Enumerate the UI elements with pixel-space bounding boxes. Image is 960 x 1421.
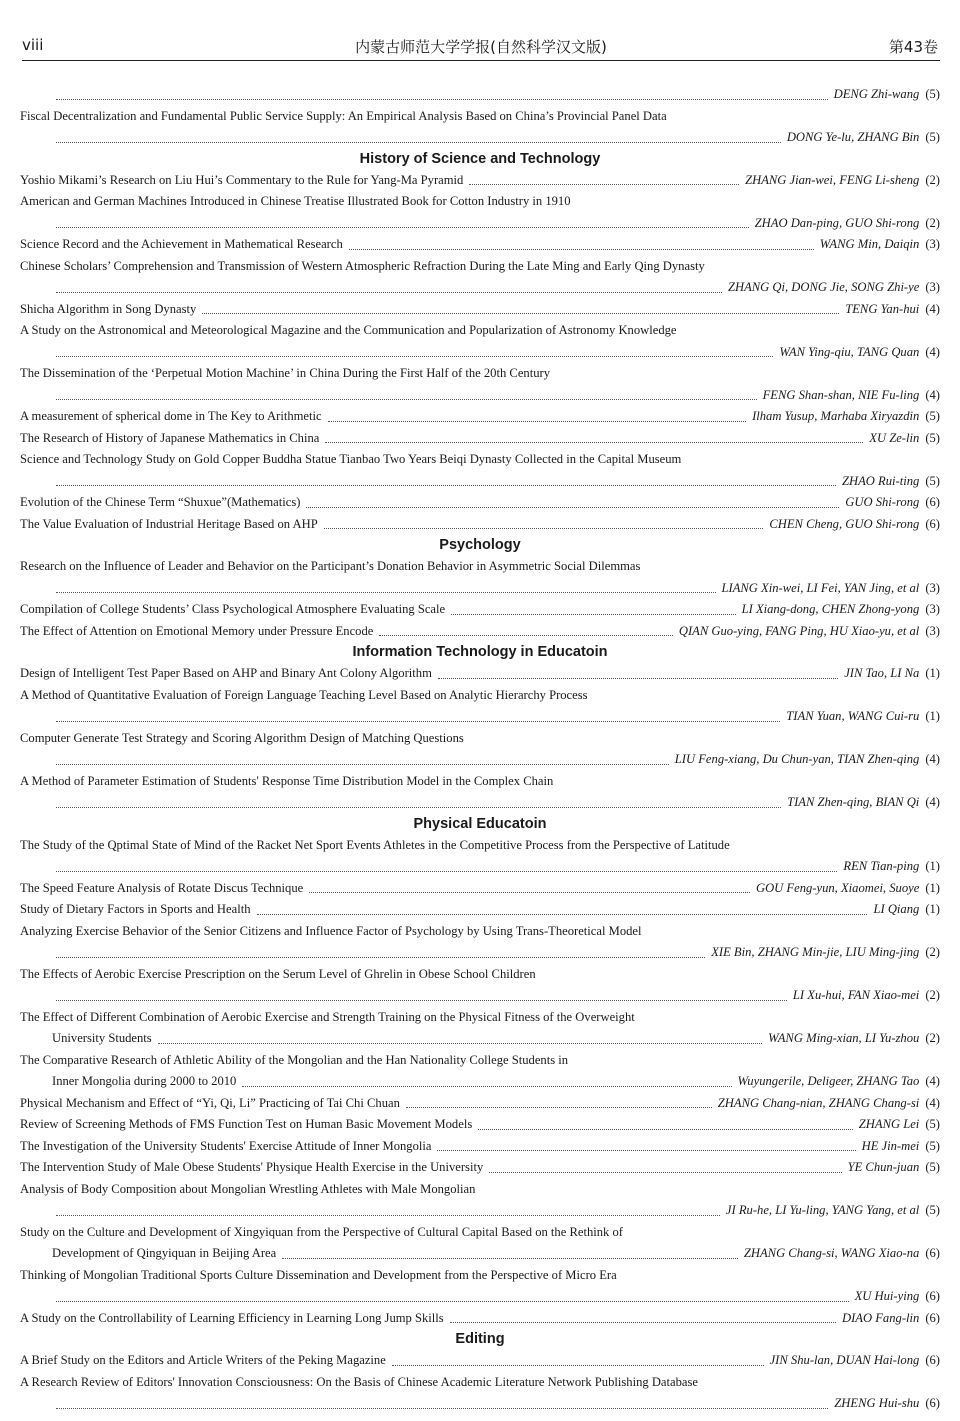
issue-number: (2) bbox=[925, 1031, 940, 1045]
article-title: Study of Dietary Factors in Sports and Health bbox=[20, 902, 251, 916]
toc-entry bbox=[20, 127, 940, 149]
article-title: The Comparative Research of Athletic Ability of the Mongolian and the Han Nationality College Students in bbox=[20, 1052, 569, 1067]
authors: WAN Ying-qiu, TANG Quan bbox=[779, 344, 920, 359]
dot-leader bbox=[56, 277, 722, 299]
dot-leader bbox=[406, 1093, 712, 1115]
dot-leader bbox=[56, 1393, 828, 1415]
issue-number: (2) bbox=[925, 945, 940, 959]
article-title: University Students bbox=[52, 1031, 152, 1045]
dot-leader bbox=[257, 899, 868, 921]
dot-leader bbox=[309, 878, 750, 900]
authors: LIU Feng-xiang, Du Chun-yan, TIAN Zhen-qing bbox=[674, 752, 920, 766]
issue-number: (5) bbox=[925, 1138, 940, 1153]
article-title: Chinese Scholars’ Comprehension and Transmission of Western Atmospheric Refraction During the Late Ming and Early Qing Dynasty bbox=[20, 258, 705, 273]
dot-leader bbox=[438, 663, 838, 685]
issue-number: (4) bbox=[925, 301, 940, 316]
toc-entry bbox=[20, 749, 940, 771]
article-title: The Effects of Aerobic Exercise Prescription on the Serum Level of Ghrelin in Obese School Children bbox=[20, 966, 536, 981]
toc-entry-title-line bbox=[20, 191, 940, 213]
section-heading: History of Science and Technology bbox=[359, 150, 601, 167]
dot-leader bbox=[379, 621, 673, 643]
issue-number: (1) bbox=[925, 880, 940, 895]
article-title: A Method of Parameter Estimation of Students' Response Time Distribution Model in the Complex Chain bbox=[20, 773, 554, 788]
article-title: A Brief Study on the Editors and Article Writers of the Peking Magazine bbox=[20, 1353, 386, 1367]
article-title: The Speed Feature Analysis of Rotate Discus Technique bbox=[20, 880, 304, 895]
toc-entry bbox=[20, 1157, 940, 1179]
authors: WANG Min, Daiqin bbox=[819, 237, 920, 251]
toc-entry bbox=[20, 1308, 940, 1330]
article-title: Evolution of the Chinese Term “Shuxue”(Mathematics) bbox=[20, 495, 301, 509]
issue-number: (4) bbox=[925, 387, 940, 402]
article-title: Yoshio Mikami’s Research on Liu Hui’s Commentary to the Rule for Yang-Ma Pyramid bbox=[20, 172, 464, 187]
article-title: Computer Generate Test Strategy and Scoring Algorithm Design of Matching Questions bbox=[20, 730, 464, 745]
toc-entry-title-line bbox=[20, 106, 940, 128]
article-title: The Intervention Study of Male Obese Students' Physique Health Exercise in the University bbox=[20, 1160, 484, 1174]
article-title: The Effect of Different Combination of Aerobic Exercise and Strength Training on the Physical Fitness of the Overweight bbox=[20, 1009, 635, 1024]
article-title: Thinking of Mongolian Traditional Sports Culture Dissemination and Development from the Perspective of Micro Era bbox=[20, 1267, 617, 1282]
toc-entry-title-line bbox=[20, 1372, 940, 1394]
toc-entry bbox=[20, 706, 940, 728]
article-title: Development of Qingyiquan in Beijing Area bbox=[52, 1246, 277, 1260]
toc-entry bbox=[20, 578, 940, 600]
authors: FENG Shan-shan, NIE Fu-ling bbox=[762, 387, 920, 402]
issue-number: (6) bbox=[925, 1310, 940, 1325]
toc-entry-title-line bbox=[20, 1007, 940, 1029]
toc-entry-title-line bbox=[20, 1050, 940, 1072]
issue-number: (4) bbox=[925, 795, 940, 809]
authors: DONG Ye-lu, ZHANG Bin bbox=[786, 130, 920, 144]
article-title: American and German Machines Introduced in Chinese Treatise Illustrated Book for Cotton Industry in 1910 bbox=[20, 194, 571, 208]
authors: CHEN Cheng, GUO Shi-rong bbox=[769, 516, 920, 531]
issue-number: (1) bbox=[925, 709, 940, 723]
article-title: The Research of History of Japanese Mathematics in China bbox=[20, 430, 320, 445]
authors: LI Qiang bbox=[873, 902, 920, 916]
dot-leader bbox=[56, 706, 780, 728]
toc-entry-title-line bbox=[20, 556, 940, 578]
dot-leader bbox=[306, 492, 839, 514]
authors: JIN Shu-lan, DUAN Hai-long bbox=[769, 1353, 920, 1367]
authors: ZHAO Rui-ting bbox=[842, 473, 920, 488]
dot-leader bbox=[56, 213, 749, 235]
dot-leader bbox=[324, 514, 764, 536]
issue-number: (6) bbox=[925, 1289, 940, 1303]
dot-leader bbox=[325, 428, 863, 450]
toc-entry bbox=[20, 663, 940, 685]
issue-number: (1) bbox=[925, 902, 940, 916]
issue-number: (5) bbox=[925, 1117, 940, 1131]
article-title: Analyzing Exercise Behavior of the Senior Citizens and Influence Factor of Psychology by Using Trans-Theoretical Model bbox=[20, 923, 642, 938]
authors: XIE Bin, ZHANG Min-jie, LIU Ming-jing bbox=[711, 945, 920, 959]
toc-entry bbox=[20, 342, 940, 364]
toc-entry bbox=[20, 428, 940, 450]
dot-leader bbox=[437, 1136, 855, 1158]
issue-number: (6) bbox=[925, 495, 940, 509]
toc-entry bbox=[20, 1028, 940, 1050]
toc-entry bbox=[20, 1393, 940, 1415]
article-title: A Method of Quantitative Evaluation of Foreign Language Teaching Level Based on Analytic Hierarchy Process bbox=[20, 687, 588, 702]
toc-entry bbox=[20, 878, 940, 900]
authors: YE Chun-juan bbox=[847, 1160, 920, 1174]
authors: ZHANG Lei bbox=[858, 1117, 920, 1131]
issue-number: (1) bbox=[925, 666, 940, 680]
article-title: Compilation of College Students’ Class Psychological Atmosphere Evaluating Scale bbox=[20, 602, 446, 616]
authors: JI Ru-he, LI Yu-ling, YANG Yang, et al bbox=[725, 1203, 920, 1217]
authors: ZHANG Chang-nian, ZHANG Chang-si bbox=[717, 1095, 920, 1110]
dot-leader bbox=[202, 299, 839, 321]
toc-entry bbox=[20, 1071, 940, 1093]
dot-leader bbox=[56, 342, 773, 364]
dot-leader bbox=[158, 1028, 762, 1050]
article-title: A Research Review of Editors' Innovation Consciousness: On the Basis of Chinese Academic Literature Network Publishing Database bbox=[20, 1374, 698, 1389]
dot-leader bbox=[56, 856, 837, 878]
authors: HE Jin-mei bbox=[861, 1138, 920, 1153]
authors: DIAO Fang-lin bbox=[842, 1310, 920, 1325]
issue-number: (3) bbox=[925, 602, 940, 616]
issue-number: (3) bbox=[925, 237, 940, 251]
authors: GUO Shi-rong bbox=[845, 495, 920, 509]
toc-entry bbox=[20, 985, 940, 1007]
issue-number: (5) bbox=[925, 473, 940, 488]
toc-entry-title-line bbox=[20, 685, 940, 707]
article-title: Review of Screening Methods of FMS Function Test on Human Basic Movement Models bbox=[20, 1117, 473, 1131]
authors: TIAN Yuan, WANG Cui-ru bbox=[786, 709, 920, 723]
dot-leader bbox=[469, 170, 739, 192]
toc-entry bbox=[20, 1286, 940, 1308]
dot-leader bbox=[56, 749, 669, 771]
toc-entry bbox=[20, 1136, 940, 1158]
toc-entry bbox=[20, 170, 940, 192]
toc-entry bbox=[20, 492, 940, 514]
dot-leader bbox=[56, 942, 705, 964]
toc-entry-title-line bbox=[20, 449, 940, 471]
toc-entry-title-line bbox=[20, 256, 940, 278]
dot-leader bbox=[450, 1308, 836, 1330]
issue-number: (6) bbox=[925, 1246, 940, 1260]
article-title: The Effect of Attention on Emotional Memory under Pressure Encode bbox=[20, 623, 374, 638]
toc-entry-title-line bbox=[20, 921, 940, 943]
authors: ZHAO Dan-ping, GUO Shi-rong bbox=[754, 215, 920, 230]
article-title: The Study of the Qptimal State of Mind of the Racket Net Sport Events Athletes in the Competitive Process from the Perspective of Latitude bbox=[20, 837, 730, 852]
toc-entry bbox=[20, 1243, 940, 1265]
dot-leader bbox=[56, 578, 716, 600]
toc-entry bbox=[20, 234, 940, 256]
dot-leader bbox=[56, 385, 757, 407]
authors: ZHANG Jian-wei, FENG Li-sheng bbox=[745, 172, 920, 187]
toc-entry bbox=[20, 899, 940, 921]
issue-number: (2) bbox=[925, 172, 940, 187]
dot-leader bbox=[451, 599, 736, 621]
toc-entry-title-line bbox=[20, 1179, 940, 1201]
article-title: Fiscal Decentralization and Fundamental Public Service Supply: An Empirical Analysis Based on China’s Provincial Panel Data bbox=[20, 108, 667, 123]
authors: Wuyungerile, Deligeer, ZHANG Tao bbox=[737, 1074, 920, 1088]
issue-number: (5) bbox=[925, 430, 940, 445]
dot-leader bbox=[56, 1200, 720, 1222]
article-title: The Value Evaluation of Industrial Heritage Based on AHP bbox=[20, 516, 318, 531]
article-title: Physical Mechanism and Effect of “Yi, Qi, Li” Practicing of Tai Chi Chuan bbox=[20, 1095, 400, 1110]
issue-number: (4) bbox=[925, 752, 940, 766]
authors: ZHANG Chang-si, WANG Xiao-na bbox=[743, 1246, 920, 1260]
page-header bbox=[22, 34, 940, 61]
toc-entry bbox=[20, 1114, 940, 1136]
authors: DENG Zhi-wang bbox=[833, 87, 920, 101]
issue-number: (6) bbox=[925, 516, 940, 531]
dot-leader bbox=[478, 1114, 853, 1136]
article-title: A measurement of spherical dome in The Key to Arithmetic bbox=[20, 409, 322, 423]
issue-number: (5) bbox=[925, 87, 940, 101]
toc-entry bbox=[20, 213, 940, 235]
toc-entry bbox=[20, 406, 940, 428]
dot-leader bbox=[56, 985, 787, 1007]
authors: GOU Feng-yun, Xiaomei, Suoye bbox=[755, 880, 920, 895]
article-title: A Study on the Controllability of Learning Efficiency in Learning Long Jump Skills bbox=[20, 1310, 444, 1325]
toc-entry bbox=[20, 385, 940, 407]
toc-entry bbox=[20, 621, 940, 643]
issue-number: (1) bbox=[925, 859, 940, 873]
toc-entry bbox=[20, 299, 940, 321]
article-title: Analysis of Body Composition about Mongolian Wrestling Athletes with Male Mongolian bbox=[20, 1181, 476, 1196]
table-of-contents bbox=[20, 84, 940, 1415]
toc-entry bbox=[20, 277, 940, 299]
toc-entry bbox=[20, 1093, 940, 1115]
issue-number: (5) bbox=[925, 130, 940, 144]
authors: XU Hui-ying bbox=[854, 1289, 920, 1303]
issue-number: (5) bbox=[925, 409, 940, 423]
dot-leader bbox=[56, 127, 781, 149]
toc-entry bbox=[20, 856, 940, 878]
toc-entry bbox=[20, 1350, 940, 1372]
article-title: Design of Intelligent Test Paper Based on AHP and Binary Ant Colony Algorithm bbox=[20, 666, 432, 680]
authors: JIN Tao, LI Na bbox=[844, 666, 920, 680]
toc-entry-title-line bbox=[20, 728, 940, 750]
article-title: Science and Technology Study on Gold Copper Buddha Statue Tianbao Two Years Beiqi Dynasty Collected in the Capital Museum bbox=[20, 452, 682, 466]
issue-number: (3) bbox=[925, 580, 940, 595]
toc-entry-title-line bbox=[20, 320, 940, 342]
authors: ZHANG Qi, DONG Jie, SONG Zhi-ye bbox=[727, 280, 920, 294]
issue-number: (3) bbox=[925, 623, 940, 638]
authors: ZHENG Hui-shu bbox=[834, 1396, 920, 1410]
issue-number: (6) bbox=[925, 1396, 940, 1410]
authors: LIANG Xin-wei, LI Fei, YAN Jing, et al bbox=[721, 580, 920, 595]
dot-leader bbox=[349, 234, 814, 256]
authors: LI Xu-hui, FAN Xiao-mei bbox=[792, 988, 920, 1002]
section-heading: Editing bbox=[455, 1331, 505, 1347]
authors: REN Tian-ping bbox=[843, 859, 920, 873]
volume-label: 第43卷 bbox=[888, 38, 938, 56]
authors: WANG Ming-xian, LI Yu-zhou bbox=[768, 1031, 920, 1045]
article-title: Study on the Culture and Development of Xingyiquan from the Perspective of Cultural Capital Based on the Rethink of bbox=[20, 1224, 623, 1239]
dot-leader bbox=[56, 1286, 849, 1308]
toc-entry-title-line bbox=[20, 1265, 940, 1287]
article-title: Research on the Influence of Leader and Behavior on the Participant’s Donation Behavior in Asymmetric Social Dilemmas bbox=[20, 559, 641, 573]
section-heading: Physical Educatoin bbox=[413, 815, 547, 832]
authors: TIAN Zhen-qing, BIAN Qi bbox=[787, 795, 920, 809]
issue-number: (2) bbox=[925, 988, 940, 1002]
authors: Ilham Yusup, Marhaba Xiryazdin bbox=[752, 409, 920, 423]
toc-entry bbox=[20, 792, 940, 814]
dot-leader bbox=[56, 792, 781, 814]
issue-number: (4) bbox=[925, 1095, 940, 1110]
article-title: The Dissemination of the ‘Perpetual Motion Machine’ in China During the First Half of the 20th Century bbox=[20, 366, 551, 380]
article-title: The Investigation of the University Students' Exercise Attitude of Inner Mongolia bbox=[20, 1138, 432, 1153]
toc-entry bbox=[20, 942, 940, 964]
dot-leader bbox=[56, 471, 836, 493]
authors: LI Xiang-dong, CHEN Zhong-yong bbox=[741, 602, 920, 616]
issue-number: (3) bbox=[925, 280, 940, 294]
issue-number: (5) bbox=[925, 1160, 940, 1174]
issue-number: (5) bbox=[925, 1203, 940, 1217]
article-title: Inner Mongolia during 2000 to 2010 bbox=[52, 1074, 237, 1088]
page-number: viii bbox=[22, 36, 44, 54]
dot-leader bbox=[282, 1243, 738, 1265]
toc-entry-title-line bbox=[20, 835, 940, 857]
toc-entry-title-line bbox=[20, 1222, 940, 1244]
toc-entry bbox=[20, 84, 940, 106]
dot-leader bbox=[242, 1071, 731, 1093]
section-heading: Psychology bbox=[439, 537, 521, 553]
article-title: Science Record and the Achievement in Mathematical Research bbox=[20, 237, 343, 251]
dot-leader bbox=[392, 1350, 764, 1372]
toc-entry bbox=[20, 599, 940, 621]
toc-entry bbox=[20, 1200, 940, 1222]
issue-number: (4) bbox=[925, 344, 940, 359]
dot-leader bbox=[328, 406, 746, 428]
issue-number: (6) bbox=[925, 1353, 940, 1367]
toc-entry-title-line bbox=[20, 771, 940, 793]
authors: XU Ze-lin bbox=[869, 430, 920, 445]
dot-leader bbox=[56, 84, 828, 106]
section-heading: Information Technology in Educatoin bbox=[352, 644, 608, 660]
authors: QIAN Guo-ying, FANG Ping, HU Xiao-yu, et al bbox=[678, 623, 920, 638]
journal-title: 内蒙古师范大学学报(自然科学汉文版) bbox=[355, 38, 607, 56]
dot-leader bbox=[489, 1157, 841, 1179]
toc-entry bbox=[20, 514, 940, 536]
issue-number: (4) bbox=[925, 1074, 940, 1088]
toc-entry-title-line bbox=[20, 363, 940, 385]
article-title: A Study on the Astronomical and Meteorological Magazine and the Communication and Popularization of Astronomy Knowledge bbox=[20, 323, 677, 337]
authors: TENG Yan-hui bbox=[845, 301, 920, 316]
article-title: Shicha Algorithm in Song Dynasty bbox=[20, 301, 197, 316]
issue-number: (2) bbox=[925, 215, 940, 230]
toc-entry bbox=[20, 471, 940, 493]
toc-entry-title-line bbox=[20, 964, 940, 986]
